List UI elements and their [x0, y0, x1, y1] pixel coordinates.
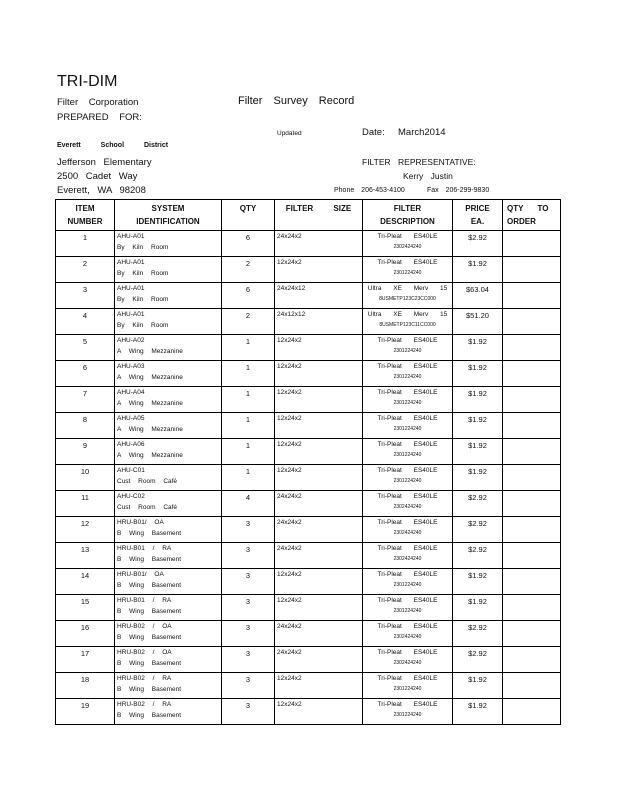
quantity: 1 [222, 361, 275, 387]
item-number: 13 [56, 543, 115, 569]
part-code: 2301224240 [393, 374, 422, 380]
quantity: 4 [222, 491, 275, 517]
system-identification [115, 699, 222, 725]
system-identification [115, 647, 222, 673]
table-row [56, 465, 561, 491]
table-row [56, 257, 561, 283]
filter-description [363, 439, 453, 465]
part-code: 2302424240 [393, 634, 422, 640]
qty-to-order-cell[interactable] [503, 673, 561, 699]
table-row [56, 673, 561, 699]
qty-to-order-cell[interactable] [503, 439, 561, 465]
unit-price: $1.92 [453, 439, 503, 465]
filter-size: 24x24x2 [275, 647, 363, 673]
quantity: 1 [222, 465, 275, 491]
item-number: 9 [56, 439, 115, 465]
filter-description [363, 517, 453, 543]
updated-label: Updated [277, 130, 302, 137]
qty-to-order-cell[interactable] [503, 517, 561, 543]
quantity: 3 [222, 699, 275, 725]
unit-price: $63.04 [453, 283, 503, 309]
filter-description [363, 569, 453, 595]
system-location: A Wing Mezzanine [117, 400, 183, 407]
table-row [56, 595, 561, 621]
quantity: 1 [222, 387, 275, 413]
quantity: 3 [222, 543, 275, 569]
unit-price: $51.20 [453, 309, 503, 335]
system-location: B Wing Basement [117, 556, 182, 563]
filter-description [363, 257, 453, 283]
table-row [56, 699, 561, 725]
system-id: AHU-A01 [117, 259, 145, 266]
rep-label: FILTER REPRESENTATIVE: [362, 157, 476, 167]
filter-type: Ultra XE Merv 15 [367, 285, 448, 292]
item-number: 18 [56, 673, 115, 699]
system-identification [115, 387, 222, 413]
item-number: 8 [56, 413, 115, 439]
filter-description [363, 361, 453, 387]
qty-to-order-cell[interactable] [503, 361, 561, 387]
quantity: 1 [222, 439, 275, 465]
filter-type: Tri-Pleat ES40LE [377, 545, 438, 552]
col-qty: QTY [222, 200, 275, 231]
system-id: AHU-A01 [117, 233, 145, 240]
quantity: 6 [222, 283, 275, 309]
qty-to-order-cell[interactable] [503, 231, 561, 257]
system-identification [115, 465, 222, 491]
company-name: TRI-DIM [57, 73, 118, 90]
part-code: 2302424240 [393, 504, 422, 510]
filter-type: Tri-Pleat ES40LE [377, 337, 438, 344]
system-location: B Wing Basement [117, 582, 182, 589]
item-number: 2 [56, 257, 115, 283]
system-identification [115, 673, 222, 699]
system-id: HRU-B01 / RA [117, 545, 172, 552]
system-identification [115, 543, 222, 569]
unit-price: $1.92 [453, 673, 503, 699]
system-location: B Wing Basement [117, 608, 182, 615]
item-number: 5 [56, 335, 115, 361]
item-number: 17 [56, 647, 115, 673]
table-row [56, 647, 561, 673]
quantity: 3 [222, 621, 275, 647]
filter-type: Tri-Pleat ES40LE [377, 571, 438, 578]
unit-price: $2.92 [453, 543, 503, 569]
table-row [56, 309, 561, 335]
filter-description [363, 335, 453, 361]
quantity: 3 [222, 647, 275, 673]
item-number: 4 [56, 309, 115, 335]
part-code: 2301224240 [393, 270, 422, 276]
unit-price: $2.92 [453, 647, 503, 673]
unit-price: $2.92 [453, 621, 503, 647]
filter-size: 12x24x2 [275, 387, 363, 413]
unit-price: $2.92 [453, 491, 503, 517]
col-item: ITEM NUMBER [56, 200, 115, 231]
system-identification [115, 413, 222, 439]
item-number: 3 [56, 283, 115, 309]
filter-description [363, 309, 453, 335]
system-location: B Wing Basement [117, 634, 182, 641]
filter-size: 12x24x2 [275, 335, 363, 361]
col-system: SYSTEM IDENTIFICATION [115, 200, 222, 231]
system-identification [115, 595, 222, 621]
system-identification [115, 283, 222, 309]
unit-price: $2.92 [453, 231, 503, 257]
table-row [56, 621, 561, 647]
filter-type: Tri-Pleat ES40LE [377, 363, 438, 370]
system-location: B Wing Basement [117, 712, 182, 719]
part-code: 2301224240 [393, 400, 422, 406]
filter-type: Tri-Pleat ES40LE [377, 259, 438, 266]
qty-to-order-cell[interactable] [503, 413, 561, 439]
system-identification [115, 439, 222, 465]
item-number: 6 [56, 361, 115, 387]
prepared-for-label: PREPARED FOR: [57, 112, 142, 123]
filter-size: 12x24x2 [275, 361, 363, 387]
part-code: 2302424240 [393, 530, 422, 536]
date-value: March2014 [398, 127, 446, 138]
system-identification [115, 309, 222, 335]
filter-type: Tri-Pleat ES40LE [377, 597, 438, 604]
filter-description [363, 231, 453, 257]
filter-description [363, 621, 453, 647]
table-row [56, 413, 561, 439]
fax-number: Fax 206-299-9830 [427, 187, 490, 194]
part-code: 2301224240 [393, 426, 422, 432]
part-code: 2302424240 [393, 556, 422, 562]
item-number: 7 [56, 387, 115, 413]
filter-type: Tri-Pleat ES40LE [377, 649, 438, 656]
system-identification [115, 335, 222, 361]
school-name: Jefferson Elementary [57, 157, 152, 168]
system-id: HRU-B02 / OA [117, 623, 172, 630]
phone-number: Phone 206-453-4100 [334, 187, 405, 194]
unit-price: $1.92 [453, 413, 503, 439]
system-location: A Wing Mezzanine [117, 452, 183, 459]
system-identification [115, 491, 222, 517]
filter-size: 12x24x2 [275, 673, 363, 699]
table-row [56, 439, 561, 465]
rep-name: Kerry Justin [403, 171, 453, 181]
unit-price: $1.92 [453, 387, 503, 413]
filter-type: Tri-Pleat ES40LE [377, 519, 438, 526]
system-id: HRU-B01/ OA [117, 571, 164, 578]
filter-type: Tri-Pleat ES40LE [377, 441, 438, 448]
filter-size: 12x24x2 [275, 413, 363, 439]
table-row [56, 517, 561, 543]
item-number: 14 [56, 569, 115, 595]
filter-size: 12x24x2 [275, 257, 363, 283]
filter-size: 24x24x12 [275, 283, 363, 309]
system-id: AHU-A01 [117, 285, 145, 292]
system-id: HRU-B02 / RA [117, 701, 172, 708]
filter-description [363, 465, 453, 491]
qty-to-order-cell[interactable] [503, 465, 561, 491]
system-id: AHU-A05 [117, 415, 145, 422]
part-code: 2301224240 [393, 712, 422, 718]
item-number: 19 [56, 699, 115, 725]
page-title: Filter Survey Record [238, 95, 355, 107]
filter-type: Tri-Pleat ES40LE [377, 389, 438, 396]
item-number: 12 [56, 517, 115, 543]
system-id: AHU-A02 [117, 337, 145, 344]
system-location: By Kiln Room [117, 322, 169, 329]
system-id: HRU-B02 / RA [117, 675, 172, 682]
filter-size: 12x24x2 [275, 569, 363, 595]
part-code: 2302424240 [393, 660, 422, 666]
unit-price: $1.92 [453, 361, 503, 387]
part-code: 2301224240 [393, 348, 422, 354]
part-code: 8USMETP123C23CC000 [379, 296, 436, 302]
filter-size: 24x24x2 [275, 231, 363, 257]
filter-type: Tri-Pleat ES40LE [377, 233, 438, 240]
qty-to-order-cell[interactable] [503, 595, 561, 621]
company-line2: Filter Corporation [57, 97, 139, 108]
part-code: 8USMETP123C11CC000 [379, 322, 436, 328]
system-identification [115, 257, 222, 283]
quantity: 3 [222, 517, 275, 543]
table-row [56, 569, 561, 595]
quantity: 3 [222, 595, 275, 621]
filter-description [363, 673, 453, 699]
system-identification [115, 569, 222, 595]
item-number: 16 [56, 621, 115, 647]
quantity: 1 [222, 335, 275, 361]
system-location: B Wing Basement [117, 530, 182, 537]
city-line: Everett, WA 98208 [57, 185, 146, 196]
filter-size: 12x24x2 [275, 699, 363, 725]
table-header-row [56, 200, 561, 231]
system-location: Cust Room Café [117, 478, 178, 485]
part-code: 2301224240 [393, 582, 422, 588]
unit-price: $1.92 [453, 595, 503, 621]
filter-type: Tri-Pleat ES40LE [377, 675, 438, 682]
filter-description [363, 647, 453, 673]
system-id: AHU-A06 [117, 441, 145, 448]
system-location: A Wing Mezzanine [117, 374, 183, 381]
table-row [56, 387, 561, 413]
filter-description [363, 387, 453, 413]
system-identification [115, 231, 222, 257]
item-number: 15 [56, 595, 115, 621]
qty-to-order-cell[interactable] [503, 491, 561, 517]
system-location: A Wing Mezzanine [117, 426, 183, 433]
qty-to-order-cell[interactable] [503, 621, 561, 647]
quantity: 3 [222, 569, 275, 595]
filter-description [363, 491, 453, 517]
table-row [56, 283, 561, 309]
qty-to-order-cell[interactable] [503, 309, 561, 335]
quantity: 2 [222, 309, 275, 335]
filter-size: 12x24x2 [275, 465, 363, 491]
system-id: AHU-A04 [117, 389, 145, 396]
system-location: B Wing Basement [117, 660, 182, 667]
date-label: Date: [362, 127, 385, 138]
col-price: PRICE EA. [453, 200, 503, 231]
customer-name: Everett School District [57, 142, 169, 149]
filter-size: 24x24x2 [275, 517, 363, 543]
unit-price: $1.92 [453, 335, 503, 361]
part-code: 2301224240 [393, 686, 422, 692]
system-id: AHU-A03 [117, 363, 145, 370]
table-row [56, 491, 561, 517]
system-id: AHU-A01 [117, 311, 145, 318]
filter-type: Tri-Pleat ES40LE [377, 415, 438, 422]
system-id: HRU-B01 / RA [117, 597, 172, 604]
system-id: AHU-C01 [117, 467, 145, 474]
filter-size: 24x24x2 [275, 621, 363, 647]
qty-to-order-cell[interactable] [503, 283, 561, 309]
system-location: By Kiln Room [117, 244, 169, 251]
filter-type: Ultra XE Merv 15 [367, 311, 448, 318]
part-code: 2301224240 [393, 452, 422, 458]
filter-size: 24x24x2 [275, 543, 363, 569]
item-number: 11 [56, 491, 115, 517]
part-code: 2301224240 [393, 478, 422, 484]
filter-size: 12x24x2 [275, 595, 363, 621]
system-location: Cust Room Café [117, 504, 178, 511]
filter-size: 24x24x2 [275, 491, 363, 517]
filter-size: 12x24x2 [275, 439, 363, 465]
unit-price: $1.92 [453, 257, 503, 283]
quantity: 6 [222, 231, 275, 257]
unit-price: $1.92 [453, 699, 503, 725]
qty-to-order-cell[interactable] [503, 543, 561, 569]
qty-to-order-cell[interactable] [503, 699, 561, 725]
system-id: AHU-C02 [117, 493, 145, 500]
address-line: 2500 Cadet Way [57, 171, 138, 182]
part-code: 2301224240 [393, 608, 422, 614]
item-number: 1 [56, 231, 115, 257]
system-location: By Kiln Room [117, 296, 169, 303]
filter-description [363, 699, 453, 725]
qty-to-order-cell[interactable] [503, 387, 561, 413]
filter-type: Tri-Pleat ES40LE [377, 623, 438, 630]
filter-description [363, 595, 453, 621]
quantity: 2 [222, 257, 275, 283]
part-code: 2302424240 [393, 244, 422, 250]
filter-survey-table [55, 199, 561, 725]
system-identification [115, 361, 222, 387]
qty-to-order-cell[interactable] [503, 257, 561, 283]
system-identification [115, 621, 222, 647]
system-location: A Wing Mezzanine [117, 348, 183, 355]
filter-description [363, 543, 453, 569]
table-row [56, 231, 561, 257]
table-row [56, 543, 561, 569]
qty-to-order-cell[interactable] [503, 647, 561, 673]
filter-size: 24x12x12 [275, 309, 363, 335]
unit-price: $2.92 [453, 517, 503, 543]
system-location: By Kiln Room [117, 270, 169, 277]
col-qty-to-order: QTY TO ORDER [503, 200, 561, 231]
quantity: 1 [222, 413, 275, 439]
unit-price: $1.92 [453, 569, 503, 595]
filter-description [363, 413, 453, 439]
table-row [56, 361, 561, 387]
system-identification [115, 517, 222, 543]
qty-to-order-cell[interactable] [503, 569, 561, 595]
filter-description [363, 283, 453, 309]
system-id: HRU-B01/ OA [117, 519, 164, 526]
col-filter-size: FILTER SIZE [275, 200, 363, 231]
filter-type: Tri-Pleat ES40LE [377, 701, 438, 708]
filter-type: Tri-Pleat ES40LE [377, 493, 438, 500]
unit-price: $1.92 [453, 465, 503, 491]
qty-to-order-cell[interactable] [503, 335, 561, 361]
col-description: FILTER DESCRIPTION [363, 200, 453, 231]
filter-type: Tri-Pleat ES40LE [377, 467, 438, 474]
item-number: 10 [56, 465, 115, 491]
quantity: 3 [222, 673, 275, 699]
table-row [56, 335, 561, 361]
system-location: B Wing Basement [117, 686, 182, 693]
system-id: HRU-B02 / OA [117, 649, 172, 656]
